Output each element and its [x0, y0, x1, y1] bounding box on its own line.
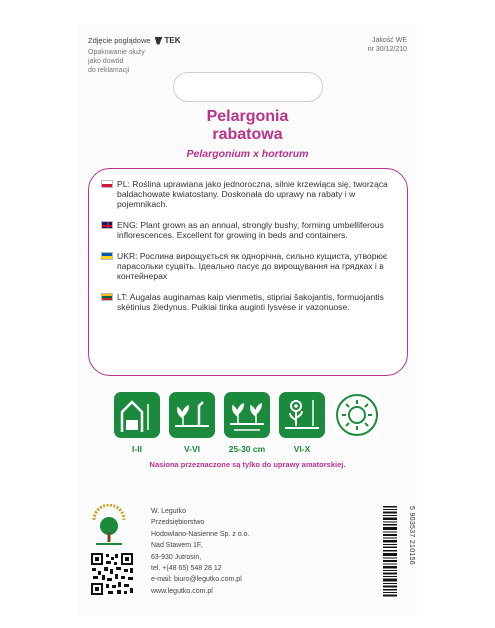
flowering-period: VI-X	[293, 444, 311, 454]
flowering-icon	[279, 392, 325, 438]
description-box	[88, 168, 408, 376]
seed-packet	[78, 24, 417, 616]
product-title: Pelargonia rabatowa	[206, 108, 289, 143]
greenhouse-sowing-icon	[114, 392, 160, 438]
amateur-use-note: Nasiona przeznaczone są tylko do uprawy amatorskiej.	[149, 460, 346, 469]
cultivation-labels	[114, 444, 380, 454]
company-website: www.legutko.com.pl	[151, 587, 213, 595]
tek-bolt-icon	[155, 37, 163, 45]
planting-out-icon	[169, 392, 215, 438]
spacing-icon	[224, 392, 270, 438]
company-email: e-mail: biuro@legutko.com.pl	[151, 576, 242, 584]
cultivation-icons	[114, 392, 380, 438]
lithuania-flag-icon	[101, 293, 113, 301]
sun-label	[334, 444, 380, 454]
tek-logo: TEK	[155, 36, 181, 45]
illustrative-photo-caption: Zdjęcie poglądowe	[88, 36, 151, 45]
company-address: W. Legutko Przedsiębiorstwo Hodowlano-Nasienne Sp. z o.o. Nad Stawem 1F, 63-930 Jutrosin, tel. +(48 65) 548 28 12 e-mail: biuro@legutko.com.pl www.legutko.com.pl	[151, 506, 249, 597]
sowing-period: I-II	[132, 444, 142, 454]
description-ua: UKR: Рослина вирощується як однорічна, сильно кущиста, утворює парасольки суцвіть. Ідеально пасує до вирощування на грядках і в контейнерах	[101, 251, 395, 281]
header-left	[88, 36, 181, 75]
complaint-note: Opakowanie służy jako dowód do reklamacji	[88, 49, 145, 74]
uk-flag-icon	[101, 221, 113, 229]
description-en: ENG: Plant grown as an annual, strongly bushy, forming umbelliferous inflorescences. Excellent for growing in beds and containers.	[101, 220, 395, 240]
planting-period: V-VI	[183, 444, 201, 454]
barcode-number: 5 903537 210156	[408, 506, 415, 565]
qr-code	[90, 552, 134, 596]
poland-flag-icon	[101, 180, 113, 188]
description-lt: LT: Augalas auginamas kaip vienmetis, stipriai šakojantis, formuojantis skėtinius žiedynus. Puikiai tinka auginti lysvėse ir vazonuose.	[101, 292, 395, 312]
sun-icon	[334, 392, 380, 438]
legutko-logo	[90, 504, 128, 548]
label-window	[173, 72, 323, 102]
barcode	[383, 506, 405, 598]
company-phone: tel. +(48 65) 548 28 12	[151, 565, 222, 573]
latin-name: Pelargonium x hortorum	[186, 148, 309, 160]
ukraine-flag-icon	[101, 252, 113, 260]
plant-spacing: 25-30 cm	[228, 444, 266, 454]
description-pl: PL: Roślina uprawiana jako jednoroczna, silnie krzewiąca się, tworząca baldachowate kwiatostany. Doskonała do uprawy na rabaty i w pojemnikach.	[101, 179, 395, 209]
company-name: W. Legutko	[151, 508, 187, 515]
quality-info: Jakość WE nr 30/12/210	[367, 37, 407, 53]
